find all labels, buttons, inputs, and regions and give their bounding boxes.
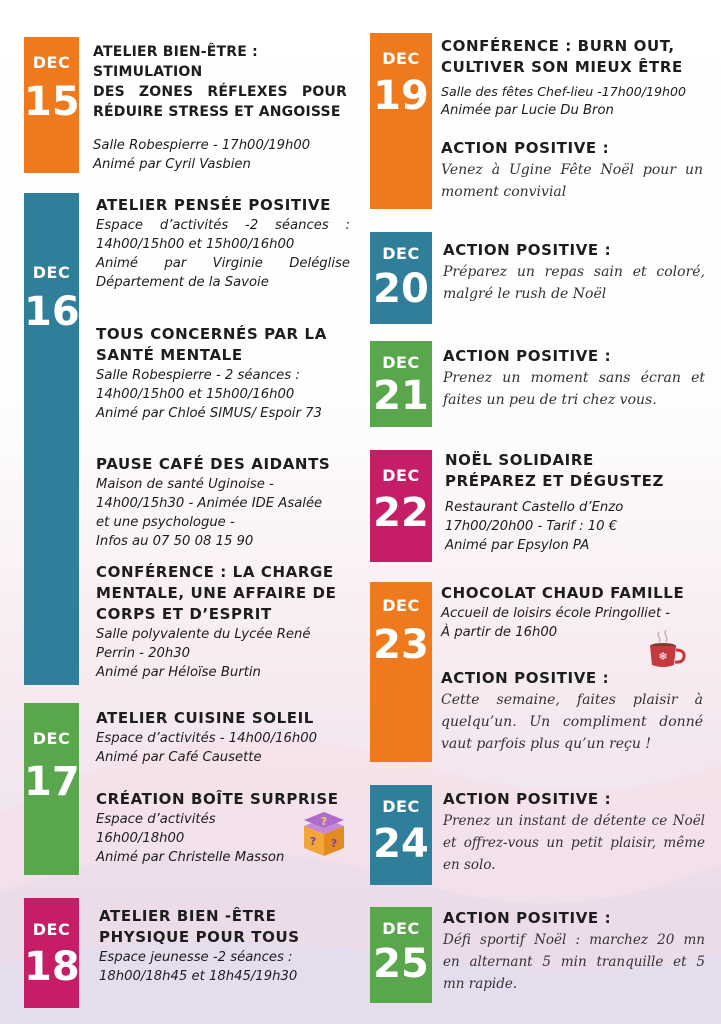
event-title: ATELIER BIEN-ÊTRE : STIMULATION DES ZONES RÉFLEXES POUR RÉDUIRE STRESS ET ANGOISSE — [93, 44, 347, 120]
day-number: 23 — [373, 622, 429, 668]
date-badge-dec-20 — [370, 232, 432, 324]
event-title: CHOCOLAT CHAUD FAMILLE — [441, 584, 685, 602]
action-positive-title: ACTION POSITIVE : — [441, 139, 610, 157]
event-title: ATELIER BIEN -ÊTRE PHYSIQUE POUR TOUS — [99, 907, 300, 946]
month-label: DEC — [32, 729, 71, 748]
event-dec-16-pensee-positive: ATELIER PENSÉE POSITIVE Espace d’activités -2 séances : 14h00/15h00 et 15h00/16h00 Animé par Virginie Deléglise Département de la Savoie — [96, 196, 350, 290]
day-number: 19 — [373, 73, 429, 119]
event-title: CONFÉRENCE : BURN OUT, CULTIVER SON MIEUX ÊTRE — [441, 37, 683, 76]
event-dec-18: ATELIER BIEN -ÊTRE PHYSIQUE POUR TOUS Espace jeunesse -2 séances : 18h00/18h45 et 18h45/19h30 — [99, 906, 353, 986]
event-title: CRÉATION BOÎTE SURPRISE — [96, 790, 339, 808]
day-number: 15 — [24, 79, 80, 125]
month-label: DEC — [32, 263, 71, 282]
date-badge-dec-24 — [370, 785, 432, 885]
event-title: CONFÉRENCE : LA CHARGE MENTALE, UNE AFFAIRE DE CORPS ET D’ESPRIT — [96, 563, 337, 623]
date-badge-dec-22 — [370, 450, 432, 562]
event-host: Animé par Cyril Vasbien — [93, 157, 251, 172]
event-dec-16-pause-cafe: PAUSE CAFÉ DES AIDANTS Maison de santé Uginoise - 14h00/15h30 - Animée IDE Asalée et une psychologue - Infos au 07 50 08 15 90 — [96, 454, 350, 551]
event-dec-15 — [93, 42, 347, 174]
day-number: 20 — [373, 266, 429, 312]
event-dec-17-boite-surprise: CRÉATION BOÎTE SURPRISE Espace d’activités 16h00/18h00 Animé par Christelle Masson — [96, 789, 350, 867]
month-label: DEC — [382, 596, 420, 615]
svg-text:❄: ❄ — [658, 650, 668, 663]
date-badge-dec-18 — [24, 898, 79, 1008]
day-number: 22 — [373, 490, 429, 536]
svg-text:?: ? — [330, 837, 338, 850]
date-badge-dec-17 — [24, 703, 79, 875]
event-location: Salle Robespierre - 17h00/19h00 — [93, 138, 311, 153]
month-label: DEC — [32, 920, 71, 939]
month-label: DEC — [382, 919, 420, 938]
event-dec-21: ACTION POSITIVE : Prenez un moment sans écran et faites un peu de tri chez vous. — [443, 347, 705, 408]
month-label: DEC — [32, 53, 71, 72]
date-badge-dec-19 — [370, 33, 432, 209]
action-positive-title: ACTION POSITIVE : — [441, 669, 610, 687]
event-dec-24: ACTION POSITIVE : Prenez un instant de détente ce Noël et offrez-vous un petit plaisir, même en solo. — [443, 790, 705, 873]
date-badge-dec-21 — [370, 341, 432, 427]
event-dec-16-sante-mentale: TOUS CONCERNÉS PAR LA SANTÉ MENTALE Salle Robespierre - 2 séances : 14h00/15h00 et 15h00/16h00 Animé par Chloé SIMUS/ Espoir 73 — [96, 324, 354, 423]
event-title: ATELIER PENSÉE POSITIVE — [96, 196, 331, 214]
day-number: 24 — [373, 821, 429, 867]
month-label: DEC — [382, 244, 420, 263]
event-dec-17-cuisine: ATELIER CUISINE SOLEIL Espace d’activités - 14h00/16h00 Animé par Café Causette — [96, 708, 350, 767]
date-badge-dec-15 — [24, 37, 79, 173]
day-number: 17 — [24, 759, 80, 805]
action-positive-title: ACTION POSITIVE : — [443, 909, 612, 927]
month-label: DEC — [382, 49, 420, 68]
month-label: DEC — [382, 797, 420, 816]
event-dec-16-conference: CONFÉRENCE : LA CHARGE MENTALE, UNE AFFAIRE DE CORPS ET D’ESPRIT Salle polyvalente du Lycée René Perrin - 20h30 Animé par Héloïse Burtin — [96, 562, 350, 682]
action-positive-title: ACTION POSITIVE : — [443, 241, 612, 259]
event-dec-20: ACTION POSITIVE : Préparez un repas sain et coloré, malgré le rush de Noël — [443, 241, 705, 302]
day-number: 21 — [373, 373, 429, 419]
day-number: 16 — [24, 289, 80, 335]
action-positive-title: ACTION POSITIVE : — [443, 347, 612, 365]
event-title: TOUS CONCERNÉS PAR LA SANTÉ MENTALE — [96, 325, 327, 364]
hot-chocolate-mug-icon — [645, 628, 687, 670]
event-dec-23: CHOCOLAT CHAUD FAMILLE Accueil de loisirs école Pringolliet - À partir de 16h00 ACTION POSITIVE : Cette semaine, faites plaisir à quelqu’un. Un compliment donné vaut parfois plus qu’un reçu ! — [441, 584, 703, 752]
date-badge-dec-23 — [370, 582, 432, 762]
action-positive-title: ACTION POSITIVE : — [443, 790, 612, 808]
surprise-box-icon — [301, 806, 347, 858]
event-title: NOËL SOLIDAIRE PRÉPAREZ ET DÉGUSTEZ — [445, 451, 664, 490]
event-dec-19: CONFÉRENCE : BURN OUT, CULTIVER SON MIEUX ÊTRE Salle des fêtes Chef-lieu -17h00/19h00 Animée par Lucie Du Bron ACTION POSITIVE : Venez à Ugine Fête Noël pour un moment convivial — [441, 37, 703, 200]
svg-text:?: ? — [309, 835, 317, 848]
date-badge-dec-16 — [24, 193, 79, 685]
day-number: 25 — [373, 941, 429, 987]
svg-text:?: ? — [320, 815, 328, 828]
month-label: DEC — [382, 353, 420, 372]
day-number: 18 — [24, 944, 80, 990]
date-badge-dec-25 — [370, 907, 432, 1003]
month-label: DEC — [382, 466, 420, 485]
event-dec-25: ACTION POSITIVE : Défi sportif Noël : marchez 20 mn en alternant 5 min tranquille et 5 mn rapide. — [443, 909, 705, 992]
event-title: ATELIER CUISINE SOLEIL — [96, 709, 314, 727]
event-title: PAUSE CAFÉ DES AIDANTS — [96, 455, 331, 473]
event-dec-22: NOËL SOLIDAIRE PRÉPAREZ ET DÉGUSTEZ Restaurant Castello d’Enzo 17h00/20h00 - Tarif : 10 € Animé par Epsylon PA — [445, 450, 707, 555]
